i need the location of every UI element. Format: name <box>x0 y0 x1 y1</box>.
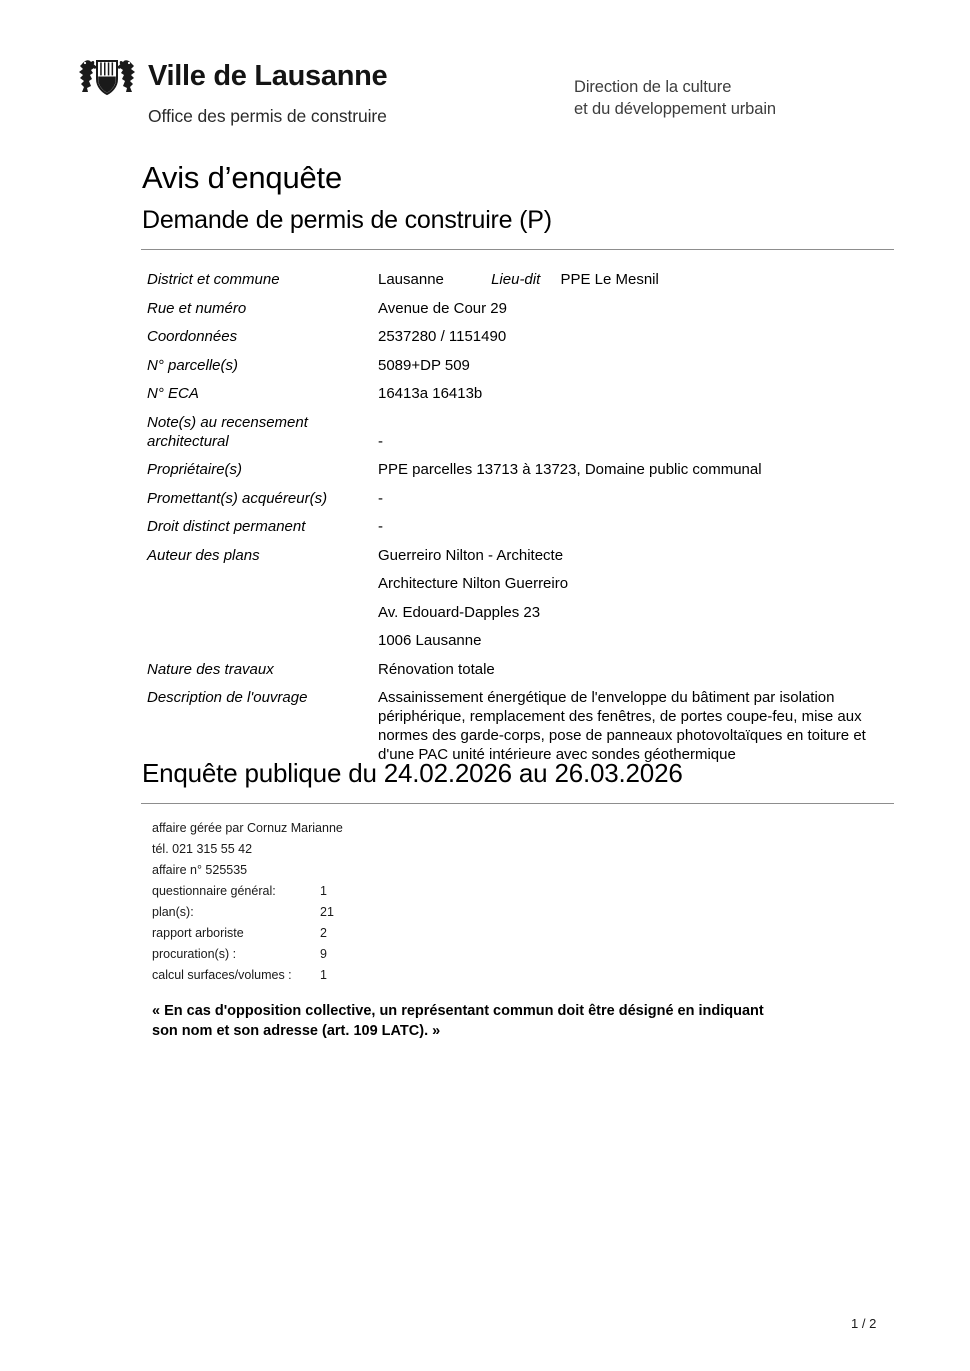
page-number: 1 / 2 <box>851 1316 877 1331</box>
detail-label-description: Description de l'ouvrage <box>147 689 308 706</box>
detail-value-owners: PPE parcelles 13713 à 13723, Domaine public communal <box>378 461 762 478</box>
detail-label-parcels: N° parcelle(s) <box>147 356 239 374</box>
page-title: Avis d’enquête <box>142 160 343 195</box>
detail-label-lieudit: Lieu-dit <box>491 271 541 288</box>
census-label-line-1: Note(s) au recensement <box>147 413 308 431</box>
detail-row-author <box>147 546 907 651</box>
detail-label-coordinates: Coordonnées <box>147 328 238 345</box>
department-line-2: et du développement urbain <box>574 100 776 119</box>
document-header <box>0 0 970 140</box>
meta-count-label: procuration(s) : <box>152 947 237 961</box>
detail-label-distinct-right: Droit distinct permanent <box>147 518 306 535</box>
detail-row-street <box>147 299 907 318</box>
detail-row-distinct-right <box>147 517 907 536</box>
meta-count-label: rapport arboriste <box>152 926 244 940</box>
district-value-text: Lausanne <box>378 271 444 288</box>
detail-value-description: Assainissement énergétique de l'enveloppe du bâtiment par isolation périphérique, remplacement des fenêtres, de portes coupe-feu, mise aux normes des garde-corps, pose de panneaux photovoltaïques en toiture et d'une PAC unité intérieure avec sondes géothermique <box>378 689 866 763</box>
detail-row-works <box>147 660 907 679</box>
department-block <box>574 76 776 121</box>
detail-value-census: - <box>378 432 383 450</box>
detail-label-eca: N° ECA <box>147 385 199 402</box>
meta-phone: tél. 021 315 55 42 <box>152 842 253 856</box>
meta-count-row <box>152 902 360 923</box>
detail-row-description <box>147 688 907 764</box>
meta-count-value: 21 <box>320 905 334 919</box>
detail-value-promisor: - <box>378 489 383 507</box>
detail-value-works: Rénovation totale <box>378 660 495 678</box>
brand-title: Ville de Lausanne <box>148 59 388 92</box>
detail-label-census <box>147 413 378 451</box>
meta-count-row <box>152 923 360 944</box>
census-label-line-2: architectural <box>147 432 229 450</box>
notice-line-2: son nom et son adresse (art. 109 LATC). » <box>152 1023 441 1039</box>
meta-count-value: 9 <box>320 947 327 961</box>
case-meta-block <box>152 818 360 986</box>
meta-count-label: questionnaire général: <box>152 884 276 898</box>
notice-line-1: « En cas d'opposition collective, un représentant commun doit être désigné en indiquant <box>152 1003 764 1019</box>
details-table <box>147 270 907 774</box>
detail-label-author: Auteur des plans <box>147 546 260 564</box>
detail-row-census <box>147 413 907 451</box>
brand-block <box>78 55 508 127</box>
detail-label-street: Rue et numéro <box>147 299 247 317</box>
detail-value-district <box>378 270 907 289</box>
department-line-1: Direction de la culture <box>574 78 732 96</box>
detail-row-district <box>147 270 907 289</box>
meta-count-row <box>152 944 360 965</box>
detail-row-parcels <box>147 356 907 375</box>
meta-count-label: plan(s): <box>152 905 194 919</box>
meta-count-value: 1 <box>320 884 327 898</box>
detail-row-promisor <box>147 489 907 508</box>
meta-count-label: calcul surfaces/volumes : <box>152 968 292 982</box>
lausanne-coat-of-arms-icon <box>78 55 136 97</box>
detail-row-eca <box>147 384 907 403</box>
author-line-2: Architecture Nilton Guerreiro <box>378 575 569 592</box>
meta-count-row <box>152 965 360 986</box>
meta-count-row <box>152 881 360 902</box>
detail-row-owners <box>147 460 907 479</box>
detail-value-parcels: 5089+DP 509 <box>378 356 470 374</box>
divider-top <box>141 249 894 250</box>
detail-value-eca: 16413a 16413b <box>378 385 483 402</box>
meta-managed-by: affaire gérée par Cornuz Marianne <box>152 821 343 835</box>
meta-case-number: affaire n° 525535 <box>152 863 248 877</box>
detail-row-coordinates <box>147 327 907 346</box>
meta-count-value: 1 <box>320 968 327 982</box>
meta-count-value: 2 <box>320 926 327 940</box>
author-line-3: Av. Edouard-Dapples 23 <box>378 603 541 621</box>
author-line-1: Guerreiro Nilton - Architecte <box>378 546 564 564</box>
detail-label-owners: Propriétaire(s) <box>147 461 243 478</box>
collective-opposition-notice <box>152 1001 852 1041</box>
detail-label-promisor: Promettant(s) acquéreur(s) <box>147 489 328 507</box>
detail-label-district: District et commune <box>147 271 280 288</box>
detail-value-author <box>378 546 907 651</box>
detail-value-coordinates: 2537280 / 1151490 <box>378 328 507 345</box>
divider-middle <box>141 803 894 804</box>
detail-value-distinct-right: - <box>378 518 383 535</box>
author-line-4: 1006 Lausanne <box>378 632 482 649</box>
enquiry-period-heading: Enquête publique du 24.02.2026 au 26.03.2026 <box>142 758 683 788</box>
detail-value-lieudit: PPE Le Mesnil <box>560 271 659 288</box>
detail-label-works: Nature des travaux <box>147 660 274 678</box>
detail-value-street: Avenue de Cour 29 <box>378 299 507 317</box>
brand-subtitle: Office des permis de construire <box>148 106 387 126</box>
page-subtitle: Demande de permis de construire (P) <box>142 206 552 234</box>
